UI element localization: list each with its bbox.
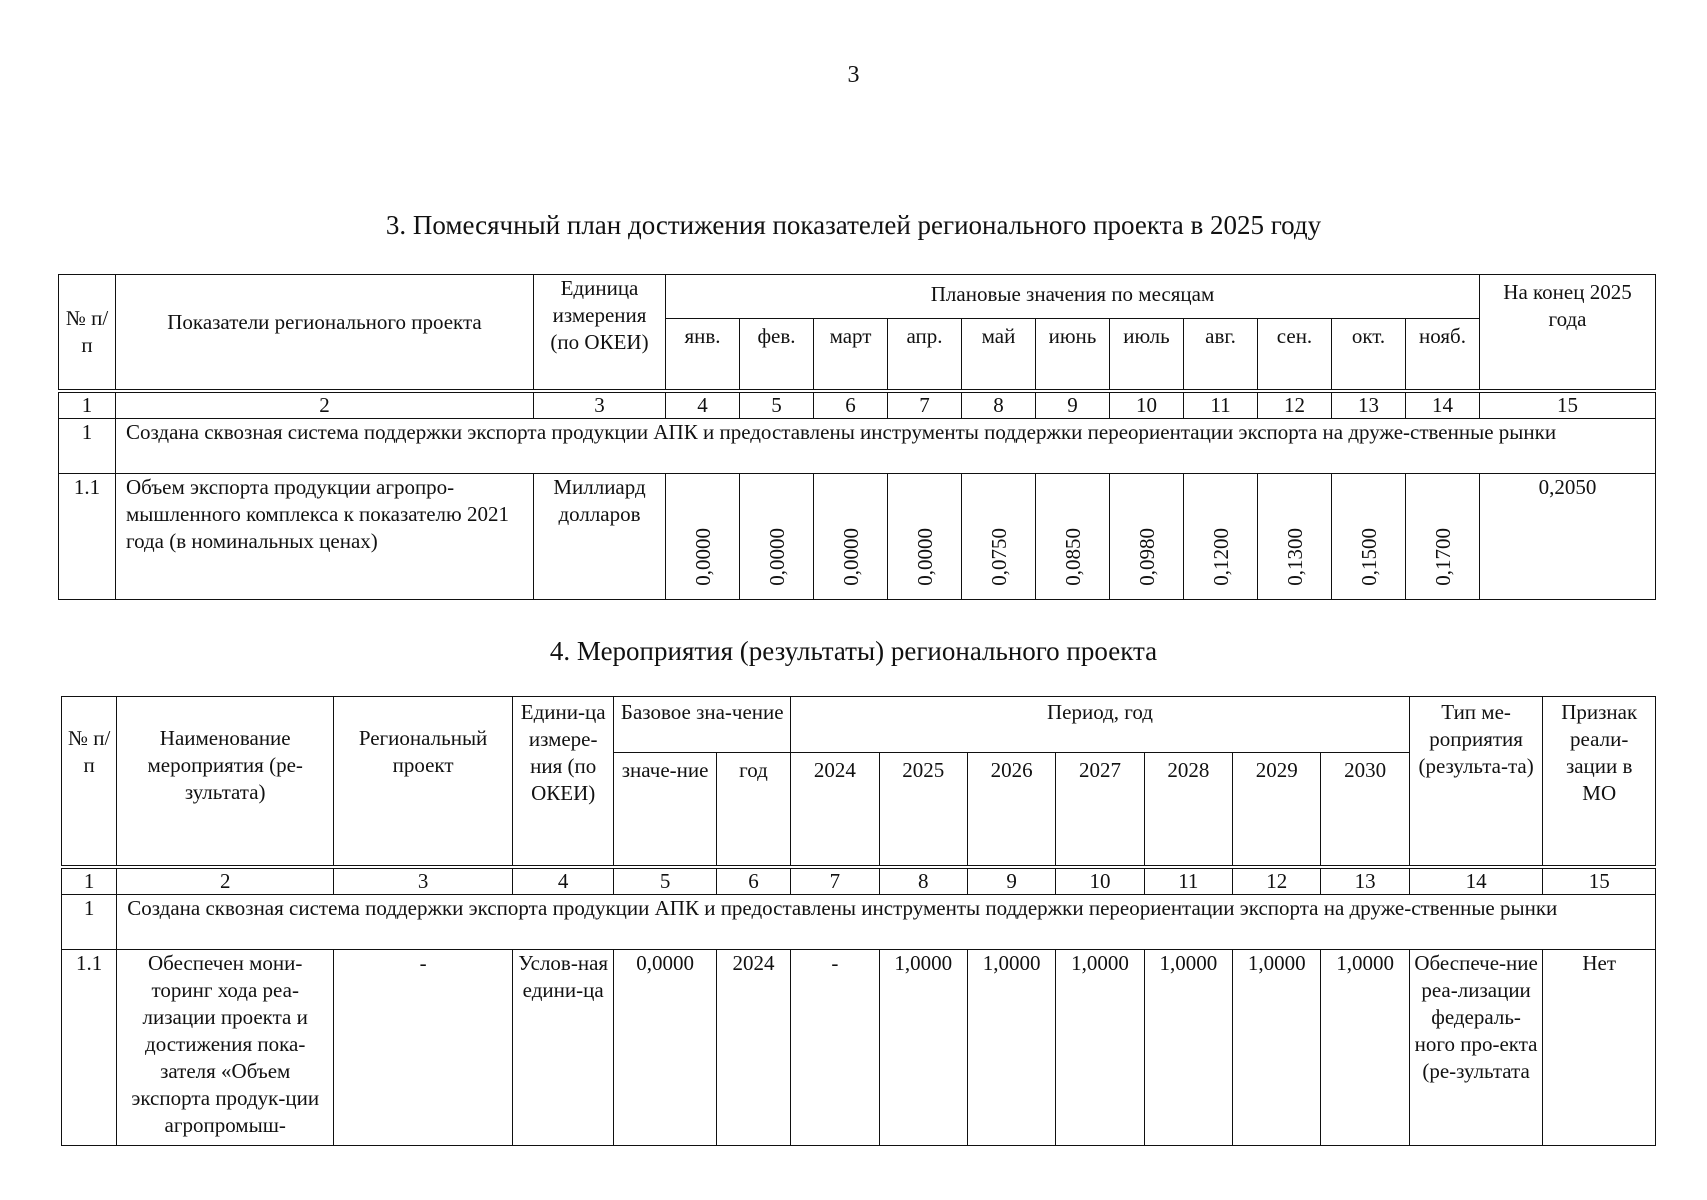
month-value: 0,0000 (690, 527, 715, 586)
page-number: 3 (847, 62, 860, 88)
header-project: Региональный проект (334, 697, 513, 867)
group-no: 1 (59, 418, 116, 473)
year-header: 2028 (1144, 753, 1232, 867)
column-number: 3 (334, 867, 513, 895)
column-number: 3 (534, 391, 666, 419)
column-number: 4 (666, 391, 740, 419)
header-unit: Единица измерения (по ОКЕИ) (534, 275, 666, 391)
column-number: 13 (1321, 867, 1409, 895)
year-header: 2025 (879, 753, 967, 867)
column-number: 2 (116, 391, 534, 419)
year-value: 1,0000 (1233, 949, 1321, 1145)
month-value: 0,1500 (1356, 527, 1381, 586)
column-number: 7 (791, 867, 879, 895)
column-number: 13 (1332, 391, 1406, 419)
month-value-cell (888, 473, 962, 599)
month-value: 0,0000 (838, 527, 863, 586)
month-value-cell (1036, 473, 1110, 599)
column-number: 1 (62, 867, 117, 895)
row-no: 1.1 (59, 473, 116, 599)
row-unit: Услов-ная едини-ца (512, 949, 613, 1145)
month-value: 0,1700 (1430, 527, 1455, 586)
year-value: 1,0000 (1144, 949, 1232, 1145)
month-value-cell (1258, 473, 1332, 599)
month-header: апр. (888, 319, 962, 391)
header-unit: Едини-ца измере-ния (по ОКЕИ) (512, 697, 613, 867)
group-text: Создана сквозная система поддержки экспорта продукции АПК и предоставлены инструменты поддержки переориентации экспорта на друже-ственные рынки (116, 418, 1656, 473)
row-unit: Миллиард долларов (534, 473, 666, 599)
year-value: 1,0000 (1321, 949, 1409, 1145)
monthly-plan-table (58, 274, 1656, 600)
year-value: 1,0000 (879, 949, 967, 1145)
activities-table (61, 696, 1656, 1146)
year-header: 2030 (1321, 753, 1409, 867)
header-base: Базовое зна-чение (614, 697, 791, 753)
month-value: 0,0750 (986, 527, 1011, 586)
month-header: март (814, 319, 888, 391)
row-project: - (334, 949, 513, 1145)
year-value: 1,0000 (967, 949, 1055, 1145)
column-number: 9 (967, 867, 1055, 895)
column-number: 6 (814, 391, 888, 419)
column-number: 15 (1480, 391, 1656, 419)
column-number: 10 (1110, 391, 1184, 419)
month-value: 0,0000 (764, 527, 789, 586)
column-number: 5 (740, 391, 814, 419)
year-header: 2026 (967, 753, 1055, 867)
month-value-cell (1110, 473, 1184, 599)
month-header: фев. (740, 319, 814, 391)
month-value-cell (962, 473, 1036, 599)
year-header: 2029 (1233, 753, 1321, 867)
month-header: янв. (666, 319, 740, 391)
year-header: 2027 (1056, 753, 1144, 867)
month-value-cell (1406, 473, 1480, 599)
column-number: 8 (962, 391, 1036, 419)
month-header: нояб. (1406, 319, 1480, 391)
header-period: Период, год (791, 697, 1410, 753)
row-base-year: 2024 (716, 949, 790, 1145)
column-number: 12 (1233, 867, 1321, 895)
header-sign: Признак реали-зации в МО (1543, 697, 1656, 867)
column-number: 14 (1406, 391, 1480, 419)
month-header: июнь (1036, 319, 1110, 391)
row-indicator-name: Объем экспорта продукции агропро-мышленного комплекса к показателю 2021 года (в номинальных ценах) (116, 473, 534, 599)
header-no: № п/п (62, 697, 117, 867)
month-header: сен. (1258, 319, 1332, 391)
row-mo-sign: Нет (1543, 949, 1656, 1145)
header-name: Наименование мероприятия (ре-зультата) (117, 697, 334, 867)
column-number: 14 (1409, 867, 1543, 895)
column-number: 5 (614, 867, 716, 895)
column-number: 8 (879, 867, 967, 895)
column-number: 12 (1258, 391, 1332, 419)
month-header: окт. (1332, 319, 1406, 391)
year-value: - (791, 949, 879, 1145)
row-activity-type: Обеспече-ние реа-лизации федераль-ного про-екта (ре-зультата (1409, 949, 1543, 1145)
column-number: 10 (1056, 867, 1144, 895)
section3-title: 3. Помесячный план достижения показателей регионального проекта в 2025 году (385, 210, 1322, 240)
header-end: На конец 2025 года (1480, 275, 1656, 391)
group-text: Создана сквозная система поддержки экспорта продукции АПК и предоставлены инструменты поддержки переориентации экспорта на друже-ственные рынки (117, 894, 1656, 949)
section4-title: 4. Мероприятия (результаты) регионального проекта (549, 636, 1158, 666)
row-end-value: 0,2050 (1480, 473, 1656, 599)
month-header: авг. (1184, 319, 1258, 391)
header-plan: Плановые значения по месяцам (666, 275, 1480, 319)
month-value-cell (1332, 473, 1406, 599)
header-base-year: год (716, 753, 790, 867)
column-number: 11 (1144, 867, 1232, 895)
month-header: июль (1110, 319, 1184, 391)
column-number: 7 (888, 391, 962, 419)
column-number: 2 (117, 867, 334, 895)
month-value: 0,0850 (1060, 527, 1085, 586)
header-base-value: значе-ние (614, 753, 716, 867)
month-value: 0,0000 (912, 527, 937, 586)
column-number: 15 (1543, 867, 1656, 895)
column-number: 1 (59, 391, 116, 419)
month-value: 0,1300 (1282, 527, 1307, 586)
month-header: май (962, 319, 1036, 391)
row-base-value: 0,0000 (614, 949, 716, 1145)
year-header: 2024 (791, 753, 879, 867)
column-number: 9 (1036, 391, 1110, 419)
header-type: Тип ме-роприятия (результа-та) (1409, 697, 1543, 867)
header-indicator: Показатели регионального проекта (116, 275, 534, 391)
year-value: 1,0000 (1056, 949, 1144, 1145)
row-no: 1.1 (62, 949, 117, 1145)
column-number: 11 (1184, 391, 1258, 419)
month-value: 0,1200 (1208, 527, 1233, 586)
row-activity-name: Обеспечен мони-торинг хода реа-лизации проекта и достижения пока-зателя «Объем экспорта продук-ции агропромыш- (117, 949, 334, 1145)
column-number: 4 (512, 867, 613, 895)
month-value-cell (666, 473, 740, 599)
column-number: 6 (716, 867, 790, 895)
month-value: 0,0980 (1134, 527, 1159, 586)
header-no: № п/п (59, 275, 116, 391)
group-no: 1 (62, 894, 117, 949)
month-value-cell (740, 473, 814, 599)
month-value-cell (814, 473, 888, 599)
month-value-cell (1184, 473, 1258, 599)
